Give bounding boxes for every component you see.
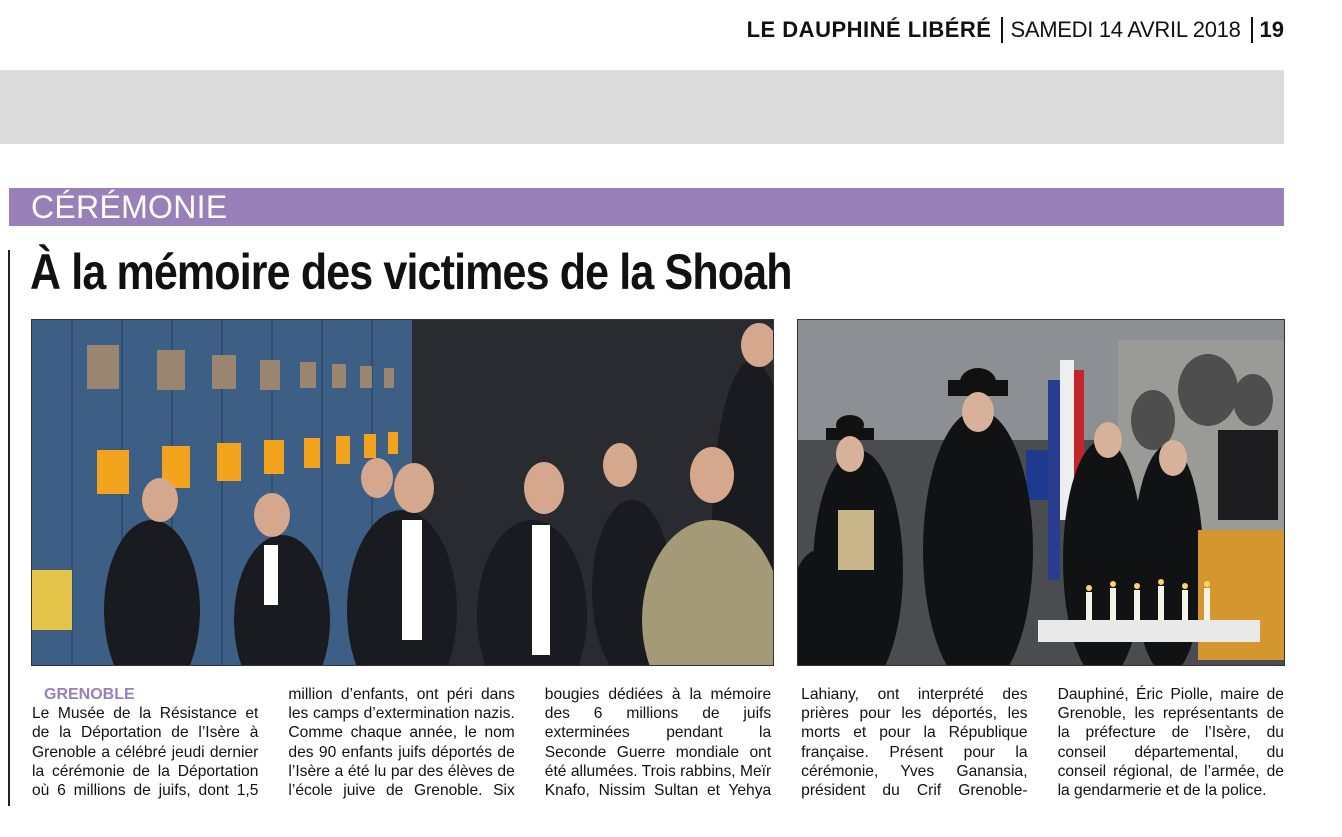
article-headline: À la mémoire des victimes de la Shoah	[30, 244, 792, 300]
masthead-separator	[1001, 17, 1003, 43]
masthead-separator	[1251, 17, 1253, 43]
article-dateline: GRENOBLE	[44, 686, 135, 703]
section-rubric: CÉRÉMONIE	[9, 188, 1284, 226]
page-number: 19	[1259, 17, 1284, 42]
candles-photo-illustration	[798, 320, 1284, 665]
rabbis-candles-photo	[797, 319, 1285, 666]
newspaper-name: LE DAUPHINÉ LIBÉRÉ	[746, 17, 992, 42]
audience-photo-illustration	[32, 320, 773, 665]
masthead	[747, 14, 1284, 46]
article-paragraph: Le Musée de la Résistance et de la Déportation de l’Isère à Grenoble a célébré jeudi dernier la cérémonie de la Déportation où 6 millions de juifs, dont 1,5 million d’enfants, ont péri dans les camps d’extermination nazis. Comme chaque année, le nom des 90 enfants juifs déportés de l’Isère a été lu par des élèves de l’école juive de Grenoble. Six bougies dédiées à la mémoire des 6 millions de juifs exterminées pendant la Seconde Guerre mondiale ont été allumées. Trois rabbins, Meïr Knafo, Nissim Sultan et Yehya Lahiany, ont interprété des prières pour les déportés, les morts et pour la République française. Présent pour la cérémonie, Yves Ganansia, président du Crif Grenoble-Dauphiné, Éric Piolle, maire de Grenoble, les représentants de la préfecture de l’Isère, du conseil départemental, du conseil régional, de l’armée, de la gendarmerie et de la police.	[32, 686, 1284, 800]
article-left-rule	[8, 250, 10, 806]
grey-band	[0, 70, 1284, 144]
ceremony-audience-photo	[31, 319, 774, 666]
publication-date: SAMEDI 14 AVRIL 2018	[1010, 17, 1241, 42]
article-body	[32, 685, 1284, 815]
